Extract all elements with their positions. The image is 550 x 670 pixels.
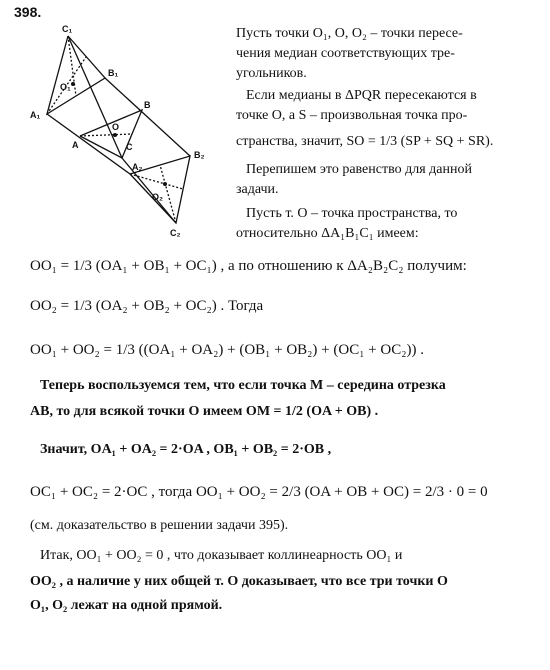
- paragraph-rewrite-line1: Перепишем это равенство для данной: [246, 162, 472, 177]
- paragraph-intro-line3: угольников.: [236, 66, 307, 81]
- paragraph-rewrite-line2: задачи.: [236, 182, 279, 197]
- formula-oo1: OO₁ = 1/3 (OA₁ + OB₁ + OC₁) , а по отношению к ΔA₂B₂C₂ получим:: [30, 258, 467, 274]
- label-c2: C₂: [170, 228, 181, 238]
- triangle-a1b1c1: [47, 36, 105, 114]
- paragraph-point-line1: Пусть т. O – точка пространства, то: [246, 206, 458, 221]
- formula-oo2: OO₂ = 1/3 (OA₂ + OB₂ + OC₂) . Тогда: [30, 298, 264, 314]
- label-o: O: [112, 122, 120, 132]
- label-b: B: [144, 100, 151, 110]
- paragraph-final-line2: OO₂ , а наличие у них общей т. O доказывает, что все три точки O: [30, 574, 448, 589]
- paragraph-median-line1: Если медианы в ΔPQR пересекаются в: [246, 88, 477, 103]
- geometry-figure: [20, 18, 220, 243]
- paragraph-midpoint-line1: Теперь воспользуемся тем, что если точка M – середина отрезка: [40, 378, 446, 393]
- paragraph-median-line2: точке O, а S – произвольная точка про-: [236, 108, 468, 123]
- paragraph-final-line3: O₁, O₂ лежат на одной прямой.: [30, 598, 223, 613]
- paragraph-intro-line1: Пусть точки O₁, O, O₂ – точки пересе-: [236, 26, 463, 41]
- problem-number: 398.: [14, 4, 42, 20]
- paragraph-hence: Значит, OA₁ + OA₂ = 2·OA , OB₁ + OB₂ = 2·OB ,: [40, 442, 332, 457]
- paragraph-final-line1: Итак, OO₁ + OO₂ = 0 , что доказывает коллинеарность OO₁ и: [40, 548, 403, 563]
- label-c: C: [126, 142, 133, 152]
- paragraph-reference: (см. доказательство в решении задачи 395).: [30, 518, 289, 533]
- formula-conclusion: OC₁ + OC₂ = 2·OC , тогда OO₁ + OO₂ = 2/3 (OA + OB + OC) = 2/3 · 0 = 0: [30, 484, 488, 500]
- label-a1: A₁: [30, 110, 41, 120]
- paragraph-point-line2: относительно ΔA₁B₁C₁ имеем:: [236, 226, 419, 241]
- label-o1: O₁: [60, 82, 71, 92]
- paragraph-midpoint-line2: AB, то для всякой точки O имеем OM = 1/2 (OA + OB) .: [30, 404, 379, 419]
- paragraph-median-line3: странства, значит, SO = 1/3 (SP + SQ + SR).: [236, 134, 494, 149]
- formula-sum: OO₁ + OO₂ = 1/3 ((OA₁ + OA₂) + (OB₁ + OB₂) + (OC₁ + OC₂)) .: [30, 342, 424, 358]
- label-a2: A₂: [132, 162, 143, 172]
- label-b1: B₁: [108, 68, 119, 78]
- label-a: A: [72, 140, 79, 150]
- label-b2: B₂: [194, 150, 205, 160]
- label-c1: C₁: [62, 24, 73, 34]
- label-o2: O₂: [152, 192, 163, 202]
- paragraph-intro-line2: чения медиан соответствующих тре-: [236, 46, 455, 61]
